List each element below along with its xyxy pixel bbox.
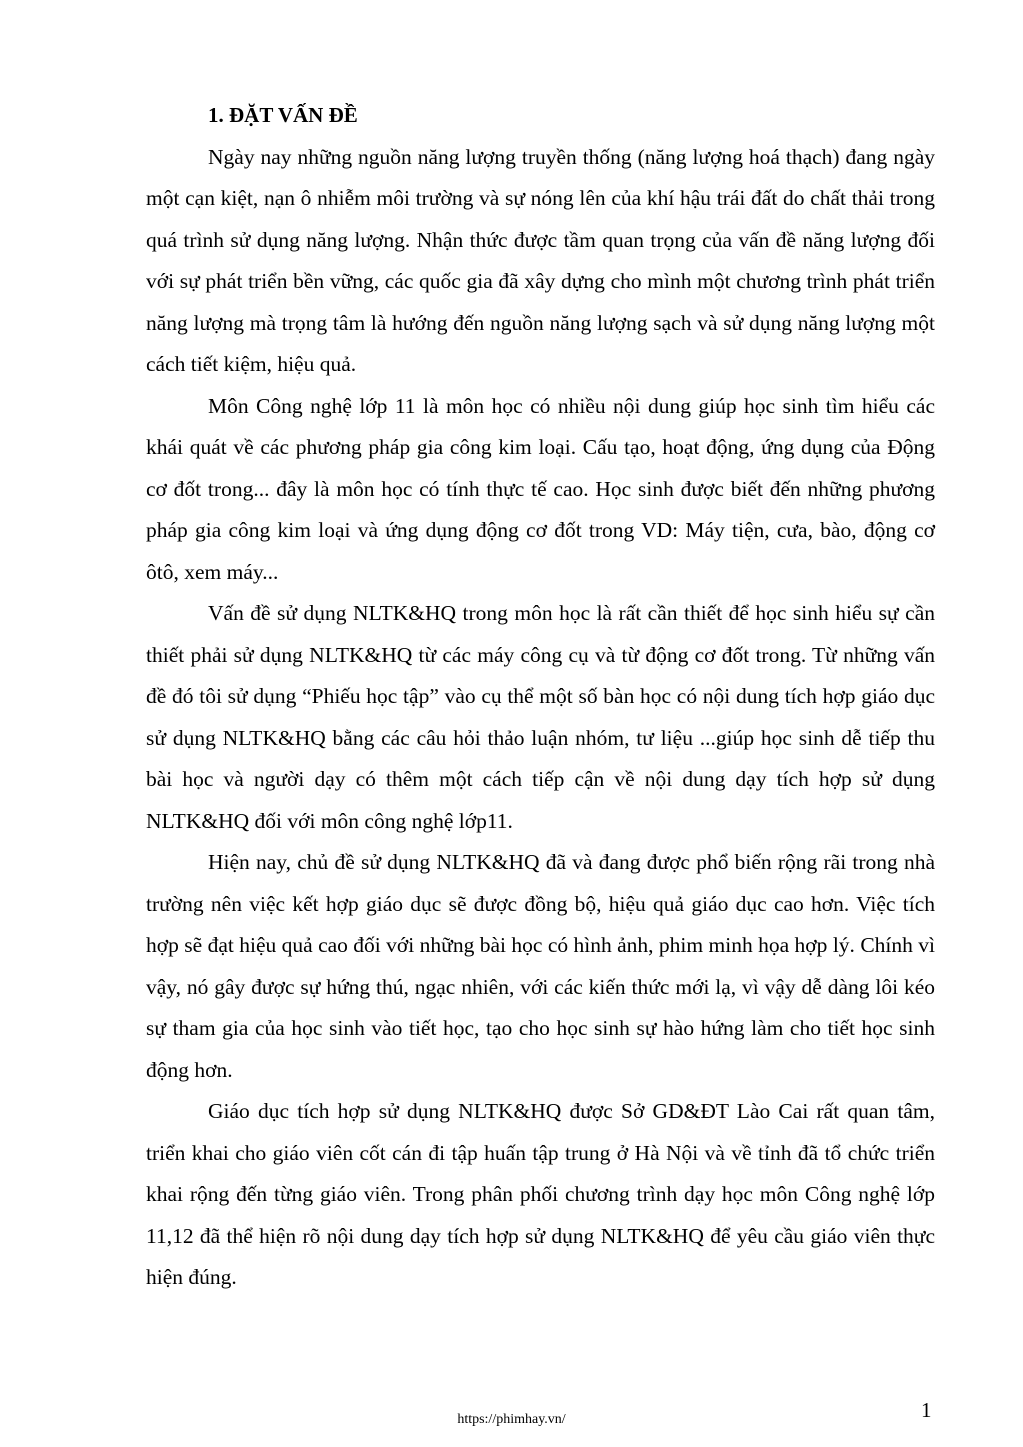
paragraph-3: Vấn đề sử dụng NLTK&HQ trong môn học là rất cần thiết để học sinh hiểu sự cần thiết phải sử dụng NLTK&HQ từ các máy công cụ và từ động cơ đốt trong. Từ những vấn đề đó tôi sử dụng “Phiếu học tập” vào cụ thể một số bàn học có nội dung tích hợp giáo dục sử dụng NLTK&HQ bằng các câu hỏi thảo luận nhóm, tư liệu ...giúp học sinh dễ tiếp thu bài học và người dạy có thêm một cách tiếp cận về nội dung dạy tích hợp sử dụng NLTK&HQ đối với môn công nghệ lớp11.: [146, 601, 935, 833]
section-heading: 1. ĐẶT VẤN ĐỀ: [208, 103, 358, 127]
footer-url: https://phimhay.vn/: [457, 1412, 566, 1427]
paragraph-1: Ngày nay những nguồn năng lượng truyền thống (năng lượng hoá thạch) đang ngày một cạn kiệt, nạn ô nhiễm môi trường và sự nóng lên của khí hậu trái đất do chất thải trong quá trình sử dụng năng lượng. Nhận thức được tầm quan trọng của vấn đề năng lượng đối với sự phát triển bền vững, các quốc gia đã xây dựng cho mình một chương trình phát triển năng lượng mà trọng tâm là hướng đến nguồn năng lượng sạch và sử dụng năng lượng một cách tiết kiệm, hiệu quả.: [146, 144, 935, 376]
document-body: [146, 95, 935, 1299]
paragraph-4: Hiện nay, chủ đề sử dụng NLTK&HQ đã và đang được phổ biến rộng rãi trong nhà trường nên việc kết hợp giáo dục sẽ được đồng bộ, hiệu quả giáo dục cao hơn. Việc tích hợp sẽ đạt hiệu quả cao đối với những bài học có hình ảnh, phim minh họa hợp lý. Chính vì vậy, nó gây được sự hứng thú, ngạc nhiên, với các kiến thức mới lạ, vì vậy dễ dàng lôi kéo sự tham gia của học sinh vào tiết học, tạo cho học sinh sự hào hứng làm cho tiết học sinh động hơn.: [146, 850, 935, 1082]
page-number: 1: [921, 1398, 932, 1422]
paragraph-2: Môn Công nghệ lớp 11 là môn học có nhiều nội dung giúp học sinh tìm hiểu các khái quát về các phương pháp gia công kim loại. Cấu tạo, hoạt động, ứng dụng của Động cơ đốt trong... đây là môn học có tính thực tế cao. Học sinh được biết đến những phương pháp gia công kim loại và ứng dụng động cơ đốt trong VD: Máy tiện, cưa, bào, động cơ ôtô, xem máy...: [146, 393, 935, 584]
paragraph-5: Giáo dục tích hợp sử dụng NLTK&HQ được Sở GD&ĐT Lào Cai rất quan tâm, triển khai cho giáo viên cốt cán đi tập huấn tập trung ở Hà Nội và về tỉnh đã tổ chức triển khai rộng đến từng giáo viên. Trong phân phối chương trình dạy học môn Công nghệ lớp 11,12 đã thể hiện rõ nội dung dạy tích hợp sử dụng NLTK&HQ để yêu cầu giáo viên thực hiện đúng.: [146, 1099, 935, 1289]
